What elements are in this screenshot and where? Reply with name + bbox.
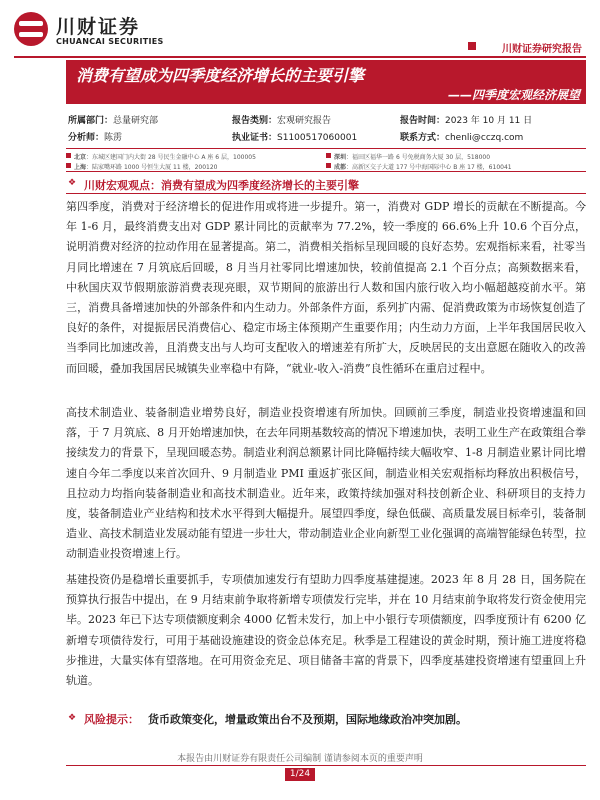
- section-rule: [66, 193, 586, 194]
- footer-note: 本报告由川财证券有限责任公司编制 谨请参阅本页的重要声明: [177, 754, 423, 764]
- address-marker-icon: [326, 163, 331, 168]
- page-number: 1/24: [285, 768, 315, 781]
- meta-type-value: 宏观研究报告: [277, 116, 332, 126]
- address-rule: [66, 148, 586, 149]
- meta-contact: [400, 130, 523, 143]
- paragraph-consumption: 第四季度，消费对于经济增长的促进作用或将进一步提升。第一，消费对 GDP 增长的贡献在不断提高。今年 1-6 月，最终消费支出对 GDP 累计同比的贡献率为 77.2%，较一季度的 66.6%上升 10.6 个百分点，说明消费对经济的拉动作用在显著提高。第二，消费相关指标呈现回暖的良好态势。宏观指标来看，社零当月同比增速在 7 月筑底后回暖，8 月当月社零同比增速加快，较前值提高 2.1 个百分点；高频数据来看，中秋国庆双节假期旅游消费表现亮眼，双节期间的旅游出行人数和国内旅行收入均小幅超越疫前水平。第三，消费具备增速加快的外部条件和内生动力。外部条件方面，系列扩内需、促消费政策为市场恢复创造了良好的条件，对提振居民消费信心、稳定市场主体预期产生重要作用；内生动力方面，上半年我国居民收入当季同比加速改善，且消费支出与人均可支配收入的增速差有所扩大，反映居民的支出意愿在随收入的改善而回暖，叠加我国居民城镇失业率稳中有降，“就业-收入-消费”良性循环在重启过程中。: [66, 200, 586, 375]
- meta-date: [400, 113, 532, 126]
- meta-dept: [68, 113, 158, 126]
- diamond-bullet-icon: ❖: [68, 178, 77, 188]
- company-logo-icon: [14, 12, 48, 46]
- meta-type-label: 报告类别：: [232, 116, 278, 126]
- address-marker-icon: [326, 153, 331, 158]
- footer-rule: [66, 765, 586, 766]
- meta-date-label: 报告时间：: [400, 116, 446, 126]
- address-beijing: 北京：东城区建国门内大街 28 号民生金融中心 A 座 6 层，100005: [74, 154, 256, 161]
- meta-type: [232, 113, 331, 126]
- meta-license: [232, 130, 357, 143]
- address-chengdu: 成都：高新区交子大道 177 号中海国际中心 B 座 17 楼，610041: [334, 164, 512, 171]
- address-marker-icon: [66, 163, 71, 168]
- address-shenzhen: 深圳：福田区福华一路 6 号免税商务大厦 30 层，518000: [334, 154, 491, 161]
- meta-contact-value: chenli@cczq.com: [445, 133, 524, 143]
- header-rule: [14, 56, 586, 58]
- meta-analyst: [68, 130, 122, 143]
- logo-cn: 川财证券: [56, 16, 141, 38]
- risk-label: 风险提示：: [84, 713, 139, 726]
- brand-tag: 川财证券研究报告: [502, 44, 582, 55]
- meta-analyst-value: 陈雳: [104, 133, 123, 143]
- address-marker-icon: [66, 153, 71, 158]
- meta-analyst-label: 分析师：: [68, 133, 105, 143]
- risk-bullet-icon: ❖: [68, 713, 77, 723]
- report-subtitle: ——四季度宏观经济展望: [447, 88, 580, 102]
- brand-square-icon: [468, 42, 476, 50]
- section-title: 川财宏观观点：消费有望成为四季度经济增长的主要引擎: [84, 179, 359, 192]
- paragraph-infrastructure: 基建投资仍是稳增长重要抓手，专项债加速发行有望助力四季度基建提速。2023 年 8 月 28 日，国务院在预算执行报告中提出，在 9 月结束前争取将新增专项债发行完毕，并在 10 月结束前争取将发行资金使用完毕。2023 年已下达专项债额度剩余 4000 亿暂未发行，加上中小银行专项债额度，四季度预计有 6200 亿新增专项债待发行，可用于基础设施建设的资金总体充足。秋季是工程建设的黄金时期，预计施工进度将稳步推进，大量实体有望落地。在可用资金充足、项目储备丰富的背景下，四季度基建投资增速有望重回上升轨道。: [66, 573, 586, 688]
- meta-dept-label: 所属部门：: [68, 116, 114, 126]
- meta-contact-label: 联系方式：: [400, 133, 446, 143]
- report-title: 消费有望成为四季度经济增长的主要引擎: [76, 66, 365, 85]
- meta-license-value: S1100517060001: [277, 133, 358, 143]
- address-shanghai: 上海：陆家嘴环路 1000 号恒生大厦 11 楼，200120: [74, 164, 218, 171]
- paragraph-manufacturing: 高技术制造业、装备制造业增势良好，制造业投资增速有所加快。回顾前三季度，制造业投资增速温和回落，于 7 月筑底、8 月开始增速加快，在去年同期基数较高的情况下增速加快，表明工业生产在政策组合拳接续发力的背景下，呈现回暖态势。制造业利润总额累计同比降幅持续大幅收窄、1-8 月制造业累计同比增速自今年二季度以来首次回升、9 月制造业 PMI 重返扩张区间，制造业相关宏观指标均释放出积极信号，且拉动力均指向装备制造业和高技术制造业。近年来，政策持续加强对科技创新企业、科研项目的支持力度，装备制造业产业结构和技术水平得到大幅提升。展望四季度，绿色低碳、高质量发展目标牵引，装备制造业、高技术制造业发展动能有望进一步壮大，带动制造业企业向新型工业化强调的高端智能绿色转型，拉动制造业投资增速上行。: [66, 406, 586, 561]
- logo-en: CHUANCAI SECURITIES: [56, 37, 164, 46]
- meta-date-value: 2023 年 10 月 11 日: [445, 116, 533, 126]
- address-rule-bottom: [66, 171, 586, 172]
- meta-license-label: 执业证书：: [232, 133, 278, 143]
- risk-text: 货币政策变化，增量政策出台不及预期，国际地缘政治冲突加剧。: [148, 713, 467, 726]
- meta-dept-value: 总量研究部: [113, 116, 159, 126]
